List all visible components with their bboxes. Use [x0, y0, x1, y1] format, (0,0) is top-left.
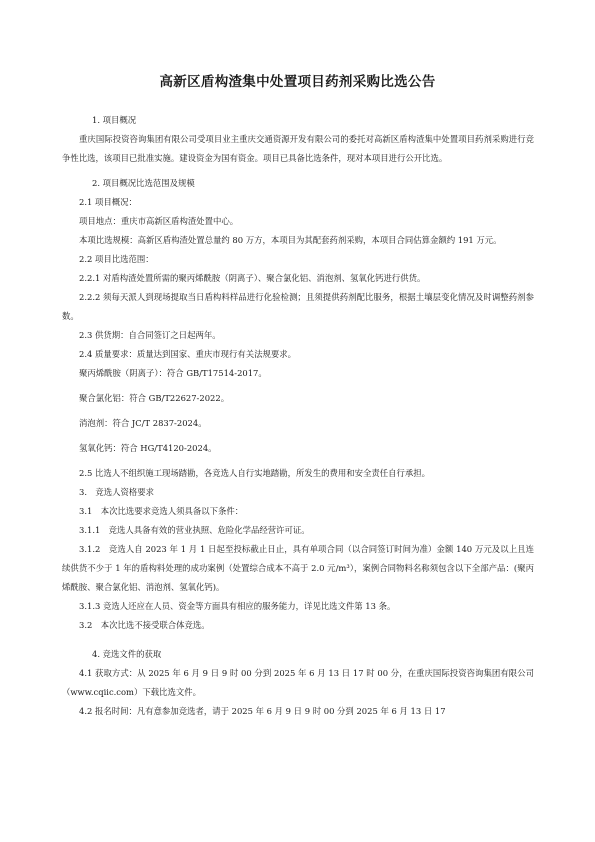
item-2-2-2: 2.2.2 须每天派人到现场提取当日盾构料样品进行化验检测；且须提供药剂配比服务，根据土壤层变化情况及时调整药剂参数。: [62, 292, 534, 321]
section-2-heading: 2. 项目概况比选范围及规模: [92, 178, 195, 188]
item-3-1-3: 3.1.3 竞选人还应在人员、资金等方面具有相应的服务能力，详见比选文件第 13 条。: [79, 601, 396, 611]
quality-pac: 聚合氯化铝：符合 GB/T22627-2022。: [79, 393, 230, 403]
item-3-2: 3.2 本次比选不接受联合体竞选。: [79, 620, 210, 630]
item-3-1: 3.1 本次比选要求竞选人须具备以下条件：: [79, 506, 244, 516]
item-2-4: 2.4 质量要求：质量达到国家、重庆市现行有关法规要求。: [79, 349, 296, 359]
item-3-1-2: 3.1.2 竞选人自 2023 年 1 月 1 日起至投标截止日止，具有单项合同（以合同签订时间为准）金额 140 万元及以上且连续供货不少于 1 年的盾构料处理的成功案例（处置综合成本不高于 2.0 元/m³），案例合同物料名称须包含以下全部产品：(聚丙烯酰胺、聚合氯化铝、消泡剂、氢氧化钙)。: [62, 544, 534, 592]
document-title: 高新区盾构渣集中处置项目药剂采购比选公告: [159, 74, 436, 90]
section-4-heading: 4. 竞选文件的获取: [92, 649, 162, 659]
quality-pam: 聚丙烯酰胺（阴离子）：符合 GB/T17514-2017。: [79, 368, 267, 378]
project-location: 项目地点：重庆市高新区盾构渣处置中心。: [79, 216, 239, 226]
item-2-2-1: 2.2.1 对盾构渣处置所需的聚丙烯酰胺（阴离子）、聚合氯化铝、消泡剂、氢氧化钙进行供货。: [79, 273, 426, 283]
section-3-heading: 3. 竞选人资格要求: [79, 487, 154, 497]
project-scale: 本项比选规模：高新区盾构渣处置总量约 80 万方，本项目为其配套药剂采购，本项目合同估算金额约 191 万元。: [79, 235, 502, 245]
item-2-5: 2.5 比选人不组织施工现场踏勘，各竞选人自行实地踏勘，所发生的费用和安全责任自行承担。: [79, 468, 430, 478]
item-2-1: 2.1 项目概况：: [79, 197, 137, 207]
item-2-2: 2.2 项目比选范围：: [79, 254, 154, 264]
item-2-3: 2.3 供货期：自合同签订之日起两年。: [79, 330, 221, 340]
item-3-1-1: 3.1.1 竞选人具备有效的营业执照、危险化学品经营许可证。: [79, 525, 310, 535]
quality-defoamer: 消泡剂：符合 JC/T 2837-2024。: [79, 418, 207, 428]
quality-calcium-hydroxide: 氢氧化钙：符合 HG/T4120-2024。: [79, 443, 217, 453]
item-4-2: 4.2 报名时间：凡有意参加竞选者，请于 2025 年 6 月 9 日 9 时 00 分到 2025 年 6 月 13 日 17: [79, 706, 446, 716]
item-4-1: 4.1 获取方式：从 2025 年 6 月 9 日 9 时 00 分到 2025 年 6 月 13 日 17 时 00 分，在重庆国际投资咨询集团有限公司（www.cqiic.com）下载比选文件。: [62, 668, 534, 697]
section-1-heading: 1. 项目概况: [92, 115, 137, 125]
document-body: [62, 105, 534, 721]
section-1-paragraph: 重庆国际投资咨询集团有限公司受项目业主重庆交通资源开发有限公司的委托对高新区盾构渣集中处置项目药剂采购进行竞争性比选，该项目已批准实施。建设资金为国有资金。项目已具备比选条件，现对本项目进行公开比选。: [62, 134, 534, 163]
